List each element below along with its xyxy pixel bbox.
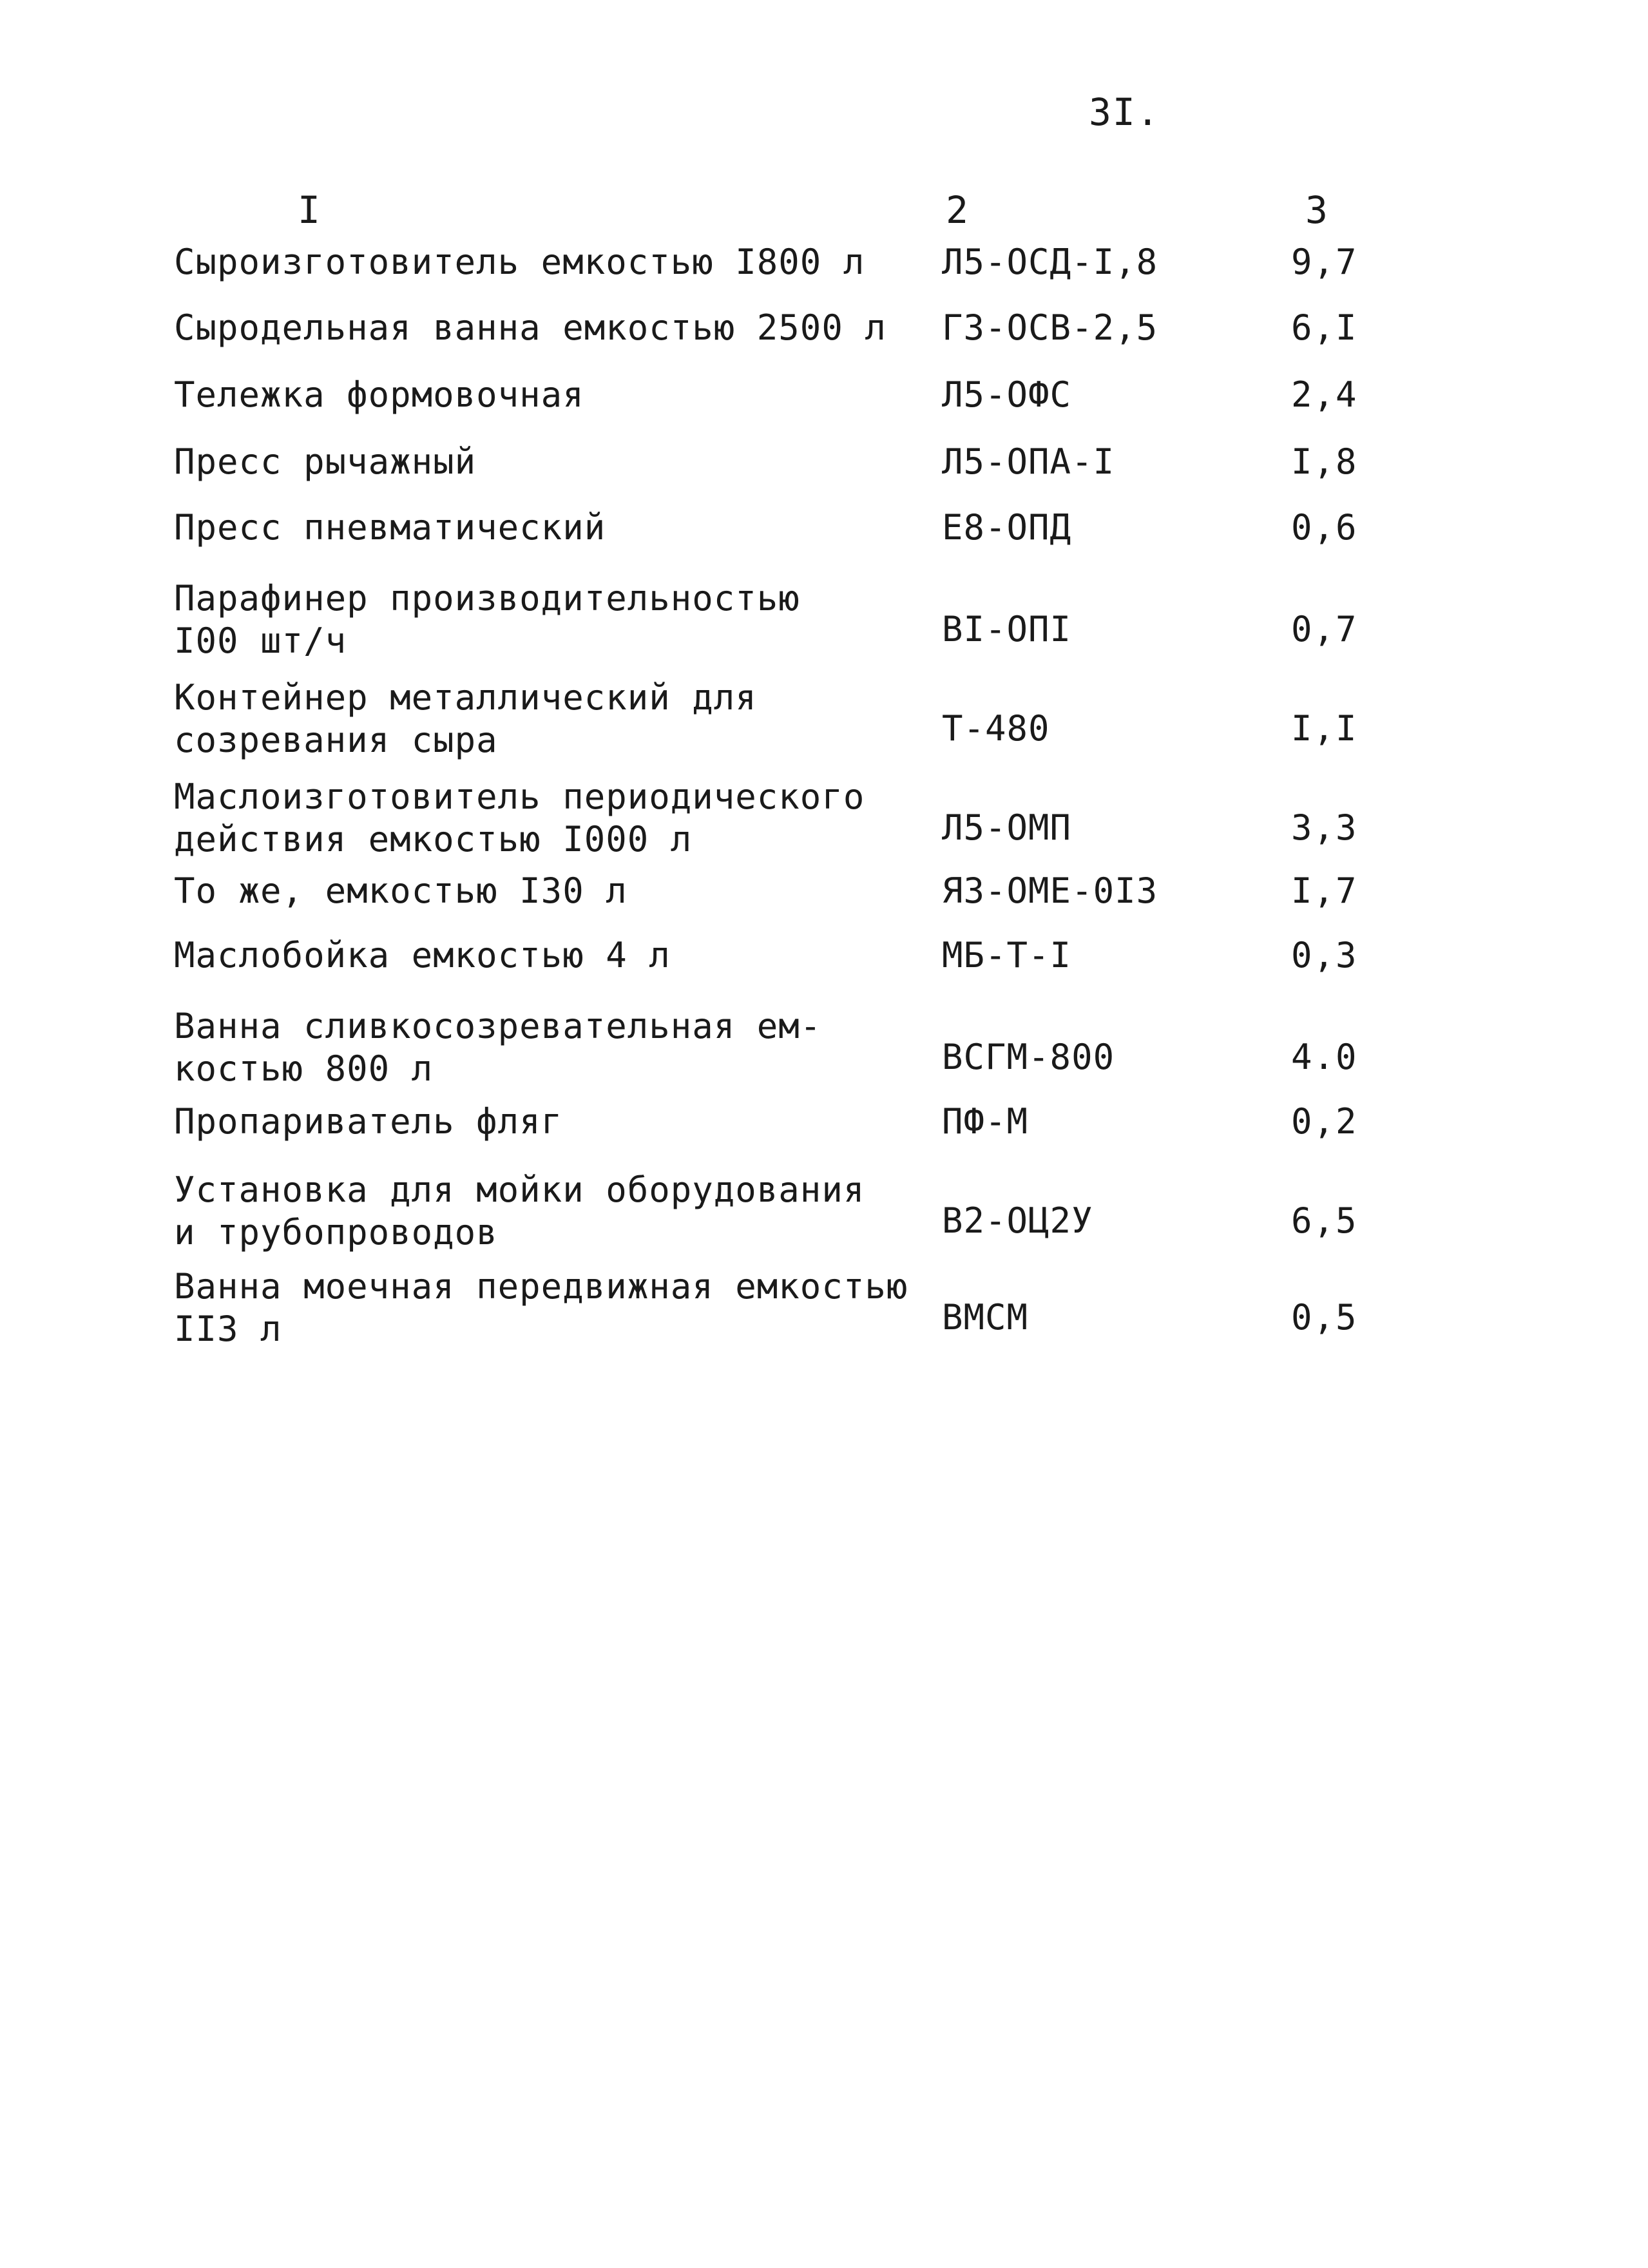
equipment-model: ВМСМ [942,1297,1029,1338]
equipment-name: Контейнер металлический для созревания сыра [174,677,757,760]
equipment-value: 0,2 [1291,1101,1358,1142]
equipment-model: ПФ-М [942,1101,1029,1142]
equipment-name: Пропариватель фляг [174,1101,563,1142]
equipment-value: 0,5 [1291,1297,1358,1338]
equipment-model: Л5-ОФС [942,374,1072,415]
equipment-value: I,7 [1291,870,1358,911]
equipment-value: I,I [1291,708,1358,749]
equipment-model: Г3-ОСВ-2,5 [942,307,1158,348]
equipment-name: Тележка формовочная [174,374,584,415]
equipment-value: 6,I [1291,307,1358,348]
equipment-model: В2-ОЦ2У [942,1200,1093,1241]
equipment-name: Сыродельная ванна емкостью 2500 л [174,307,886,348]
equipment-name: Установка для мойки оборудования и трубопроводов [174,1169,865,1253]
equipment-name: Маслобойка емкостью 4 л [174,935,671,975]
equipment-model: Я3-ОМЕ-0I3 [942,870,1158,911]
equipment-name: Парафинер производительностью I00 шт/ч [174,578,800,661]
equipment-value: 9,7 [1291,242,1358,282]
equipment-value: 0,3 [1291,935,1358,975]
column-header-3: 3 [1305,188,1328,232]
equipment-model: ВСГМ-800 [942,1037,1115,1077]
equipment-value: I,8 [1291,441,1358,482]
column-header-2: 2 [946,188,968,232]
equipment-value: 0,7 [1291,609,1358,649]
equipment-name: Ванна сливкосозревательная ем- костью 800 л [174,1006,822,1089]
column-header-1: I [298,188,320,232]
equipment-model: ВI-ОПI [942,609,1072,649]
equipment-model: Е8-ОПД [942,507,1072,548]
equipment-value: 2,4 [1291,374,1358,415]
equipment-model: Т-480 [942,708,1050,749]
equipment-model: Л5-ОПА-I [942,441,1115,482]
equipment-value: 6,5 [1291,1200,1358,1241]
equipment-name: Пресс пневматический [174,507,606,548]
equipment-name: Маслоизготовитель периодического действия емкостью I000 л [174,776,865,860]
equipment-name: Ванна моечная передвижная емкостью II3 л [174,1266,908,1349]
page-number: 3I. [1089,90,1160,134]
equipment-model: Л5-ОСД-I,8 [942,242,1158,282]
equipment-name: То же, емкостью I30 л [174,870,628,911]
equipment-value: 3,3 [1291,807,1358,848]
equipment-model: Л5-ОМП [942,807,1072,848]
equipment-value: 0,6 [1291,507,1358,548]
equipment-value: 4.0 [1291,1037,1358,1077]
equipment-name: Сыроизготовитель емкостью I800 л [174,242,865,282]
equipment-name: Пресс рычажный [174,441,477,482]
equipment-model: МБ-Т-I [942,935,1072,975]
